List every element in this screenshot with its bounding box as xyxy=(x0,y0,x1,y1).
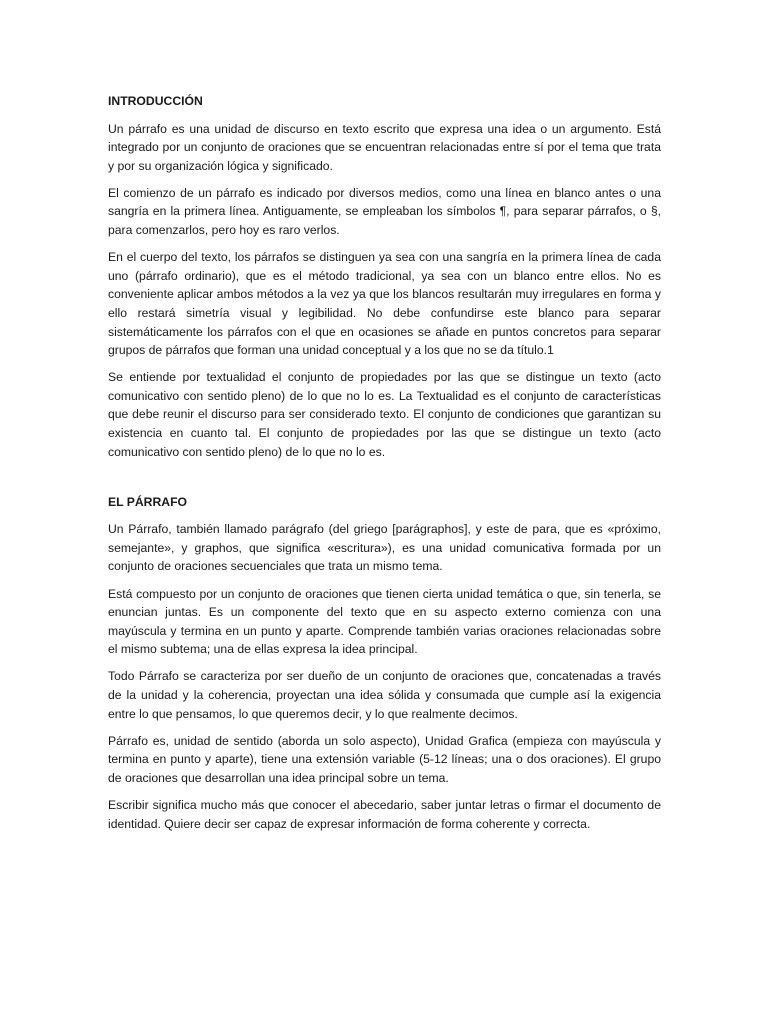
paragraph: Todo Párrafo se caracteriza por ser dueño de un conjunto de oraciones que, concatenadas a través de la unidad y la coherencia, proyectan una idea sólida y consumada que cumple así la exigencia entre lo que pensamos, lo que queremos decir, y lo que realmente decimos. xyxy=(108,669,661,721)
paragraph: En el cuerpo del texto, los párrafos se distinguen ya sea con una sangría en la primera línea de cada uno (párrafo ordinario), que es el método tradicional, ya sea con un blanco entre ellos. No es conveniente aplicar ambos métodos a la vez ya que los blancos resultarán muy irregulares en forma y ello restará simetría visual y legibilidad. No debe confundirse este blanco para separar sistemáticamente los párrafos con el que en ocasiones se añade en puntos concretos para separar grupos de párrafos que forman una unidad conceptual y a los que no se da título.1 xyxy=(108,250,661,358)
paragraph: El comienzo de un párrafo es indicado por diversos medios, como una línea en blanco antes o una sangría en la primera línea. Antiguamente, se empleaban los símbolos ¶, para separar párrafos, o §, para comenzarlos, pero hoy es raro verlos. xyxy=(108,185,661,238)
section-heading: INTRODUCCIÓN xyxy=(108,94,203,108)
paragraph: Está compuesto por un conjunto de oraciones que tienen cierta unidad temática o que, sin tenerla, se enuncian juntas. Es un componente del texto que en su aspecto externo comienza con una mayúscula y termina en un punto y aparte. Comprende también varias oraciones relacionadas sobre el mismo subtema; una de ellas expresa la idea principal. xyxy=(108,586,661,657)
paragraph: Un párrafo es una unidad de discurso en texto escrito que expresa una idea o un argumento. Está integrado por un conjunto de oraciones que se encuentran relacionadas entre sí por el tema que trata y por su organización lógica y significado. xyxy=(108,121,661,173)
section-el-parrafo xyxy=(108,493,661,834)
document-page xyxy=(108,92,661,842)
section-heading: EL PÁRRAFO xyxy=(108,494,187,509)
paragraph: Un Párrafo, también llamado parágrafo (del griego [parágraphos], y este de para, que es «próximo, semejante», y graphos, que significa «escritura»), es una unidad comunicativa formada por un conjunto de oraciones secuenciales que trata un mismo tema. xyxy=(108,522,661,574)
paragraph: Párrafo es, unidad de sentido (aborda un solo aspecto), Unidad Grafica (empieza con mayúscula y termina en punto y aparte), tiene una extensión variable (5-12 líneas; una o dos oraciones). El grupo de oraciones que desarrollan una idea principal sobre un tema. xyxy=(108,733,661,785)
section-introduccion xyxy=(108,92,661,461)
paragraph: Se entiende por textualidad el conjunto de propiedades por las que se distingue un texto (acto comunicativo con sentido pleno) de lo que no lo es. La Textualidad es el conjunto de características que debe reunir el discurso para ser considerado texto. El conjunto de condiciones que garantizan su existencia en cuanto tal. El conjunto de propiedades por las que se distingue un texto (acto comunicativo con sentido pleno) de lo que no lo es. xyxy=(108,370,661,459)
paragraph: Escribir significa mucho más que conocer el abecedario, saber juntar letras o firmar el documento de identidad. Quiere decir ser capaz de expresar información de forma coherente y correcta. xyxy=(108,798,661,831)
section-spacer xyxy=(108,470,661,493)
